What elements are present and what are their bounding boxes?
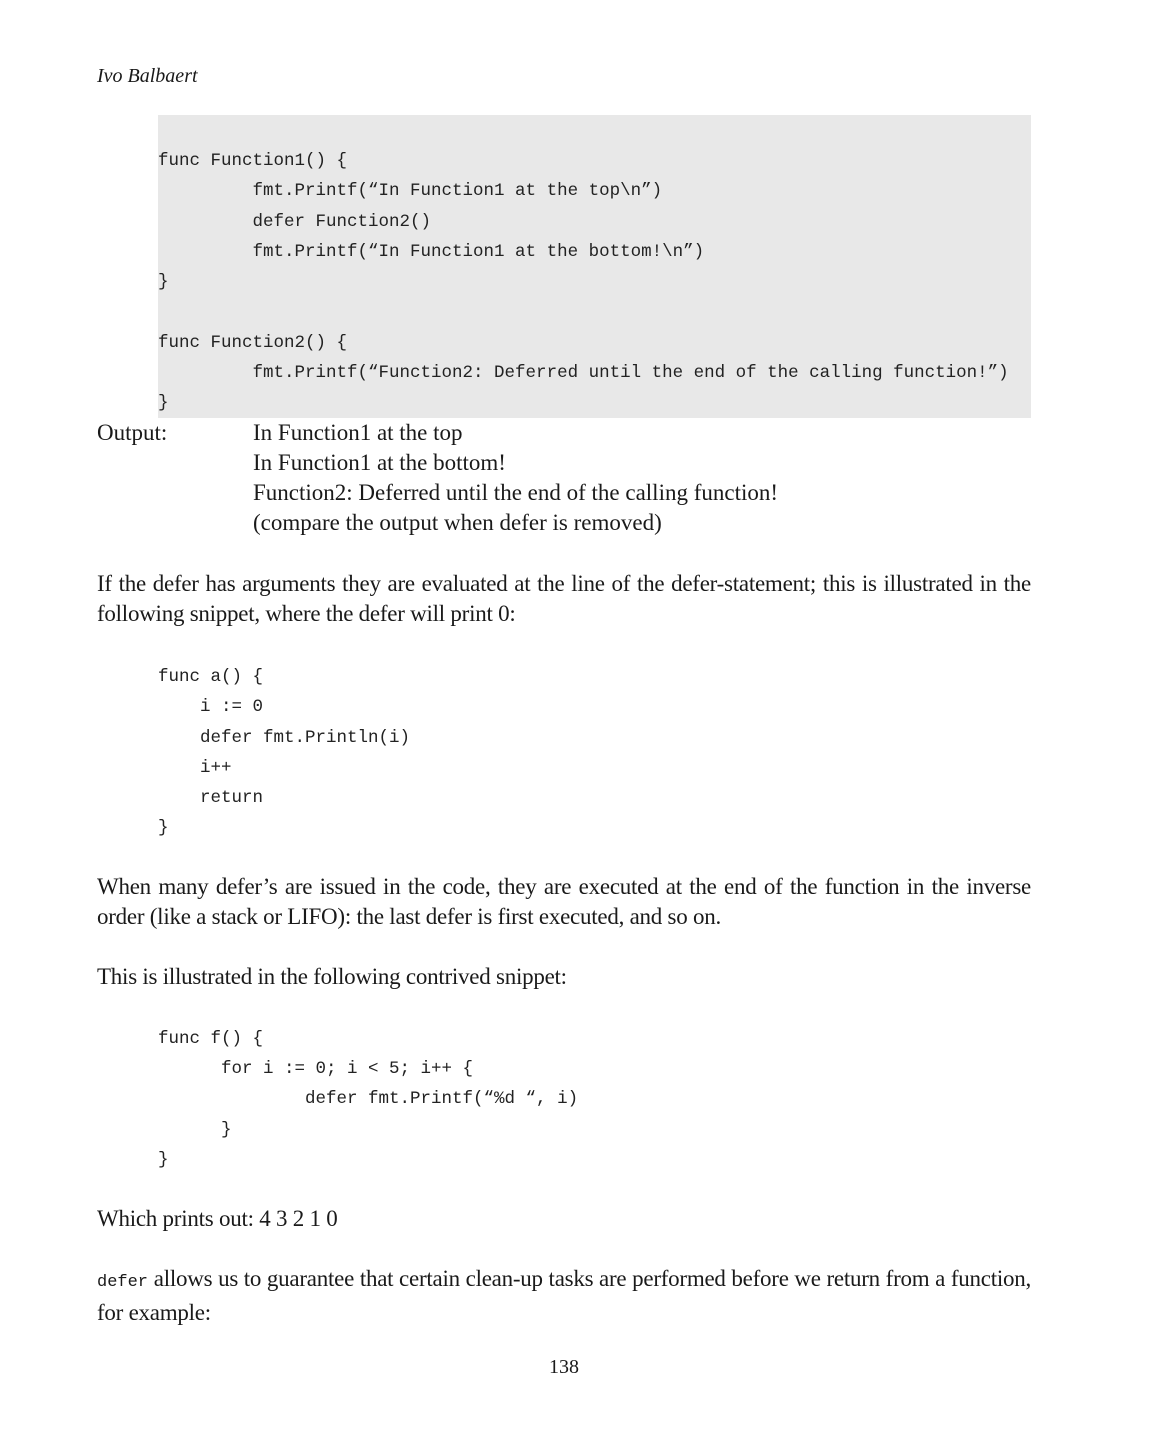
code-line: func a() { xyxy=(158,667,264,687)
paragraph-illustrated: This is illustrated in the following contrived snippet: xyxy=(97,963,567,989)
code-line: defer Function2() xyxy=(158,211,432,232)
inline-code: defer xyxy=(97,1273,149,1293)
code-block-1 xyxy=(158,146,1031,419)
code-line: fmt.Printf(“In Function1 at the top\n”) xyxy=(158,181,663,202)
output-line: (compare the output when defer is removed) xyxy=(253,510,662,535)
code-line: defer fmt.Printf(“%d “, i) xyxy=(158,1089,579,1110)
code-line: fmt.Printf(“Function2: Deferred until the end of the calling function!”) xyxy=(158,363,1009,384)
code-line: defer fmt.Println(i) xyxy=(158,727,411,748)
code-line xyxy=(158,297,1031,327)
code-line: fmt.Printf(“In Function1 at the bottom!\n”) xyxy=(158,241,705,262)
output-line: Function2: Deferred until the end of the calling function! xyxy=(253,480,779,505)
code-block-3 xyxy=(158,1024,1168,1175)
page-number: 138 xyxy=(549,1356,579,1379)
code-line: i++ xyxy=(158,757,232,778)
code-block-2 xyxy=(158,662,1168,844)
paragraph-defer-arguments: If the defer has arguments they are evaluated at the line of the defer-statement; this is illustrated in the following snippet, where the defer will print 0: xyxy=(97,571,1031,626)
code-line: } xyxy=(158,1149,169,1170)
code-line: func Function2() { xyxy=(158,332,348,353)
code-line: func Function1() { xyxy=(158,151,348,171)
output-line: In Function1 at the bottom! xyxy=(253,450,506,475)
code-line: i := 0 xyxy=(158,697,264,718)
code-line: func f() { xyxy=(158,1028,264,1049)
output-line: In Function1 at the top xyxy=(253,420,463,445)
paragraph-prints-out: Which prints out: 4 3 2 1 0 xyxy=(97,1206,338,1232)
code-line: } xyxy=(158,272,169,293)
output-label: Output: xyxy=(97,420,168,445)
code-line: return xyxy=(158,788,264,809)
code-block-background xyxy=(158,115,1031,418)
code-line: } xyxy=(158,393,169,414)
paragraph-text: allows us to guarantee that certain clean-up tasks are performed before we return from a function, for example: xyxy=(97,1266,1031,1326)
output-section xyxy=(97,418,1168,538)
paragraph-cleanup xyxy=(97,1264,1031,1328)
code-line: } xyxy=(158,818,169,839)
code-line: for i := 0; i < 5; i++ { xyxy=(158,1059,474,1080)
code-line: } xyxy=(158,1119,232,1140)
running-header-author: Ivo Balbaert xyxy=(97,65,198,87)
output-lines xyxy=(253,418,778,538)
paragraph-defer-order: When many defer’s are issued in the code, they are executed at the end of the function in the inverse order (like a stack or LIFO): the last defer is first executed, and so on. xyxy=(97,873,1031,929)
